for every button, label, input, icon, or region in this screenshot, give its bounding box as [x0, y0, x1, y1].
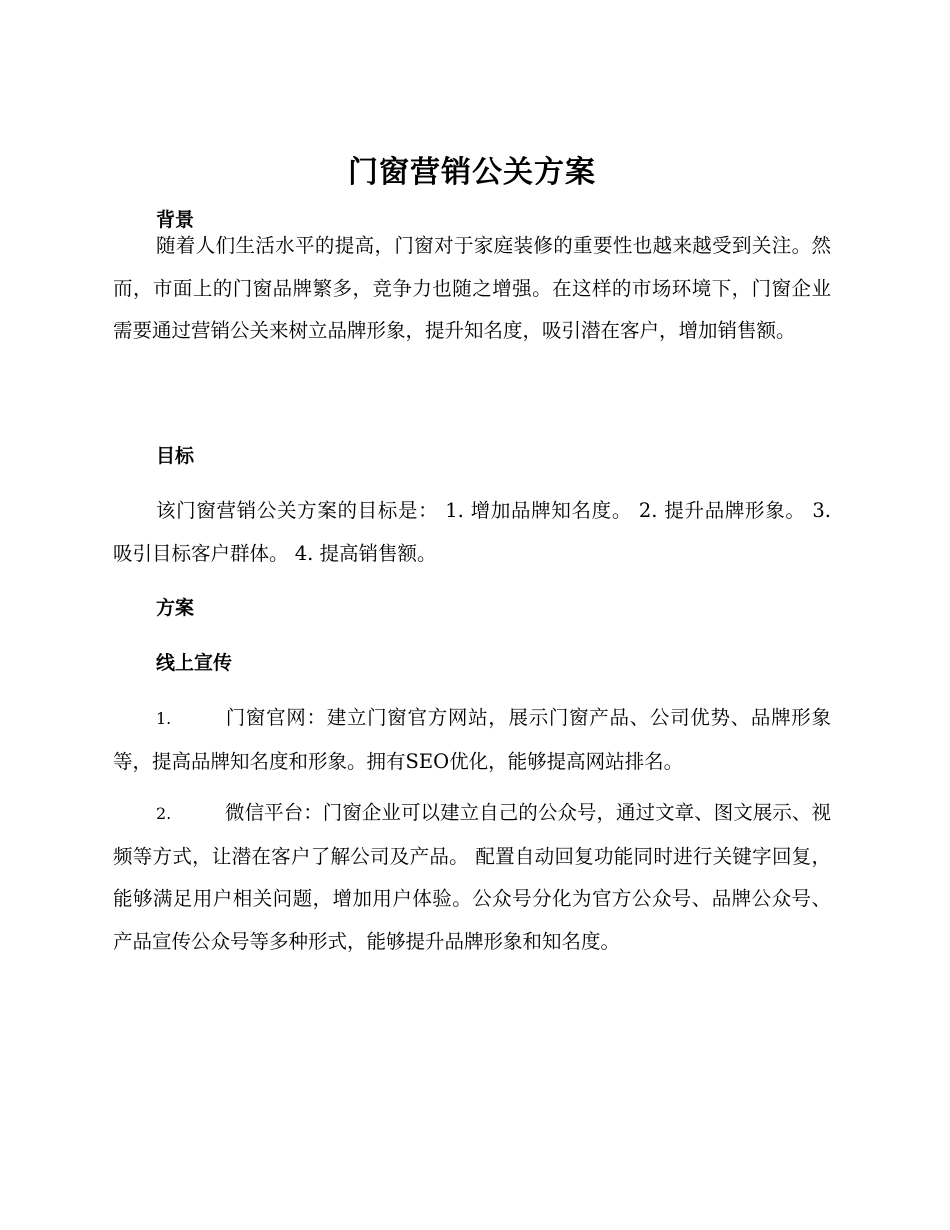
list-item — [113, 792, 831, 963]
document-title: 门窗营销公关方案 — [348, 155, 596, 190]
list-item-text: 微信平台：门窗企业可以建立自己的公众号，通过文章、图文展示、视频等方式，让潜在客户了解公司及产品。 配置自动回复功能同时进行关键字回复，能够满足用户相关问题，增加用户体验。公众号分化为官方公众号、品牌公众号、产品宣传公众号等多种形式，能够提升品牌形象和知名度。 — [113, 801, 831, 953]
list-item-number: 1. — [156, 709, 172, 728]
subsection-heading-online: 线上宣传 — [156, 652, 233, 674]
list-item-number: 2. — [156, 804, 172, 823]
list-item — [113, 697, 831, 783]
list-item-text: 门窗官网：建立门窗官方网站，展示门窗产品、公司优势、品牌形象等，提高品牌知名度和形象。拥有SEO优化，能够提高网站排名。 — [113, 706, 831, 773]
section-heading-plan: 方案 — [156, 597, 195, 619]
background-paragraph: 随着人们生活水平的提高，门窗对于家庭装修的重要性也越来越受到关注。然而，市面上的门窗品牌繁多，竞争力也随之增强。在这样的市场环境下，门窗企业需要通过营销公关来树立品牌形象，提升知名度，吸引潜在客户，增加销售额。 — [113, 234, 831, 342]
section-heading-goals: 目标 — [156, 445, 195, 467]
goals-paragraph: 该门窗营销公关方案的目标是： 1. 增加品牌知名度。 2. 提升品牌形象。 3. 吸引目标客户群体。 4. 提高销售额。 — [113, 499, 831, 565]
section-heading-background: 背景 — [156, 209, 195, 231]
